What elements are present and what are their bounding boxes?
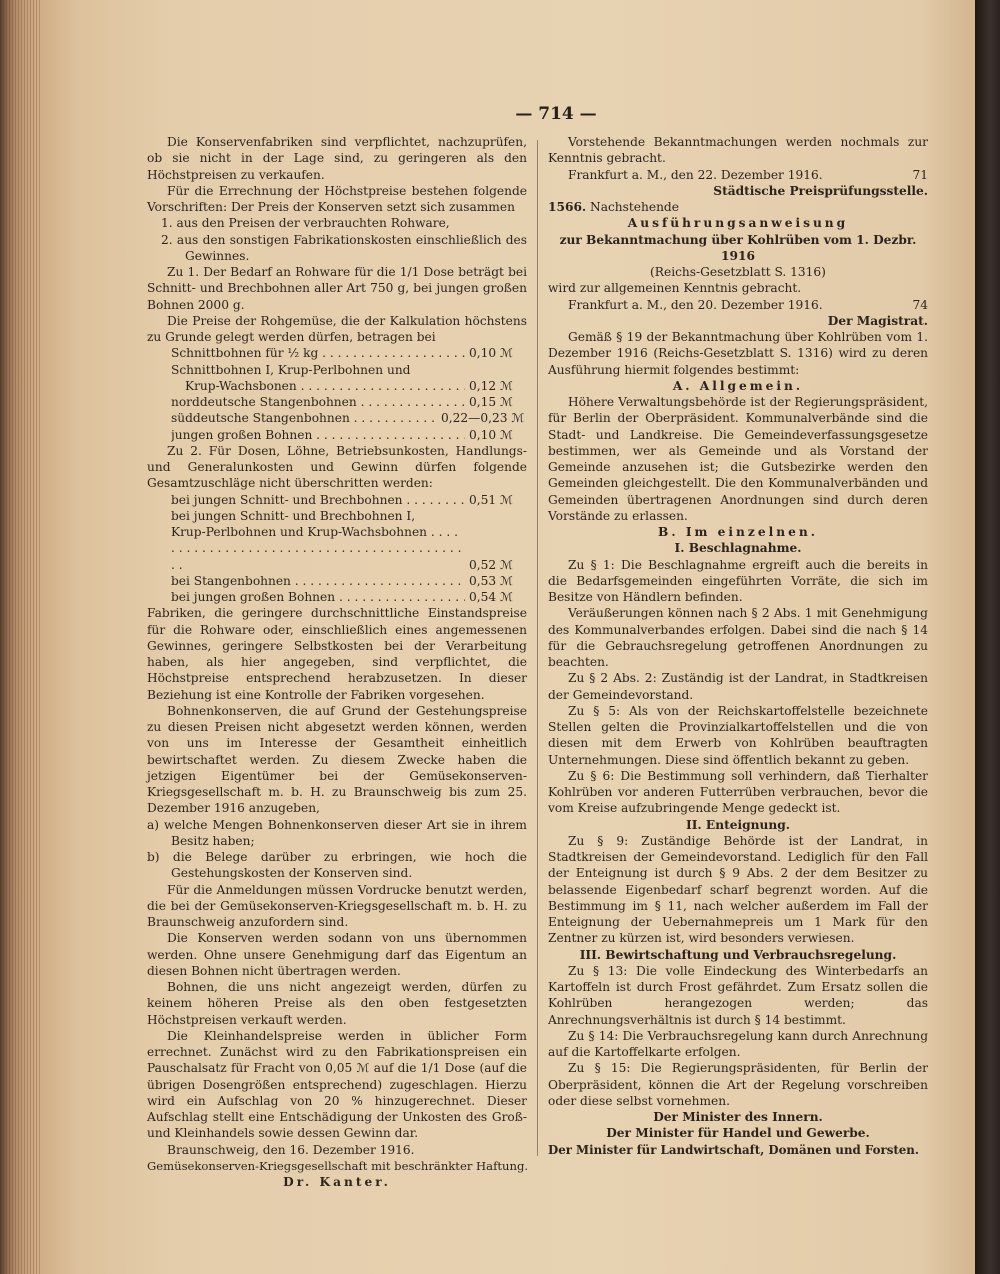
price-value: 0,12 ℳ xyxy=(469,378,514,393)
section-heading: B. Im einzelnen. xyxy=(658,525,818,539)
notice-intro: Nachstehende xyxy=(590,200,679,214)
price-label: bei jungen großen Bohnen . . . xyxy=(171,589,465,605)
paragraph: Fabriken, die geringere durchschnittliche Einstandspreise für die Rohware oder, einschließlich eines angemessenen Gewinnes, geringere Selbstkosten bei der Verarbeitung haben, als hier angegeben, sind verpflichtet, die Höchstpreise entsprechend herabzusetzen. In dieser Beziehung ist eine Kontrolle der Fabriken vorgesehen. xyxy=(147,606,527,702)
price-value: 0,10 ℳ xyxy=(469,346,514,361)
date-text: Frankfurt a. M., den 22. Dezember 1916. xyxy=(568,167,823,182)
price-row xyxy=(147,410,527,426)
price-row xyxy=(147,362,527,378)
price-row xyxy=(147,573,527,589)
price-label: norddeutsche Stangenbohnen . . . xyxy=(171,394,465,410)
price-row xyxy=(147,508,527,524)
notice-source: (Reichs-Gesetzblatt S. 1316) xyxy=(650,265,826,279)
list-item: a) welche Mengen Bohnenkonserven dieser Art sie in ihrem Besitz haben; xyxy=(147,817,527,848)
price-label: bei jungen Schnitt- und Brechbohnen . . . xyxy=(171,492,465,508)
issuer-line: Gemüsekonserven-Kriegsgesellschaft mit beschränkter Haftung. xyxy=(147,1158,529,1173)
section-heading: A. Allgemein. xyxy=(672,378,804,393)
paragraph: Die Kleinhandelspreise werden in üblicher Form errechnet. Zunächst wird zu den Fabrikationspreisen ein Pauschalsatz für Fracht von 0,05 ℳ auf die 1/1 Dose (auf die übrigen Dosengrößen entsprechend) zugeschlagen. Hierzu wird ein Aufschlag von 20 % hinzugerechnet. Dieser Aufschlag stellt eine Entschädigung der Unkosten des Groß- und Kleinhandels sowie dessen Gewinn dar. xyxy=(147,1028,527,1141)
price-row xyxy=(147,345,527,361)
book-spine xyxy=(0,0,40,1274)
subsection-heading: II. Enteignung. xyxy=(686,817,790,832)
list-item: 2. aus den sonstigen Fabrikationskosten einschließlich des Gewinnes. xyxy=(161,232,527,263)
price-label: jungen großen Bohnen . . . xyxy=(171,427,465,443)
paragraph: Höhere Verwaltungsbehörde ist der Regierungspräsident, für Berlin der Oberpräsident. Kommunalverbände sind die Stadt- und Landkreise. Die Gemeindeverfassungsgesetze bestimmen, wer als Gemeinde und als Vorstand der Gemeinde anzusehen ist; die Gutsbezirke werden den Gemeinden gleichgestellt. Die den Kommunalverbänden und Gemeinden übertragenen Anordnungen sind durch deren Vorstände zu erlassen. xyxy=(548,395,928,523)
price-value: 0,52 ℳ xyxy=(469,557,514,572)
paragraph: Vorstehende Bekanntmachungen werden nochmals zur Kenntnis gebracht. xyxy=(548,135,928,166)
price-label: Krup-Wachsbonen . . . xyxy=(185,378,465,394)
paragraph: Gemäß § 19 der Bekanntmachung über Kohlrüben vom 1. Dezember 1916 (Reichs-Gesetzblatt S. 1316) wird zu deren Ausführung hiermit folgendes bestimmt: xyxy=(548,330,928,377)
price-value: 0,22—0,23 ℳ xyxy=(441,411,525,426)
paragraph: Zu § 5: Als von der Reichskartoffelstelle bezeichnete Stellen gelten die Provinzialkartoffelstellen und die von diesen mit dem Erwerb von Kohlrüben beauftragten Unternehmungen. Diese sind öffentlich bekannt zu geben. xyxy=(548,703,928,767)
price-label: Schnittbohnen für ½ kg . . . xyxy=(171,345,465,361)
paragraph: Für die Anmeldungen müssen Vordrucke benutzt werden, die bei der Gemüsekonserven-Kriegsgesellschaft m. b. H. zu Braunschweig anzufordern sind. xyxy=(147,882,527,929)
subsection-heading: I. Beschlagnahme. xyxy=(674,541,802,556)
right-column xyxy=(548,134,928,1158)
price-label: Krup-Perlbohnen und Krup-Wachsbohnen . . . xyxy=(171,524,465,573)
price-table-raw xyxy=(147,345,527,443)
price-table-surcharges xyxy=(147,492,527,606)
signature-line: Der Minister für Landwirtschaft, Domänen und Forsten. xyxy=(548,1142,919,1157)
paragraph: Bohnenkonserven, die auf Grund der Gestehungspreise zu diesen Preisen nicht abgesetzt werden können, werden von uns im Interesse der Gesamtheit einheitlich bewirtschaftet werden. Zu diesem Zwecke haben die jetzigen Eigentümer bei der Gemüsekonserven-Kriegsgesellschaft m. b. H. zu Braunschweig bis zum 25. Dezember 1916 anzugeben, xyxy=(147,703,527,816)
column-divider xyxy=(537,140,538,1156)
left-column xyxy=(147,134,527,1190)
subsection-heading: III. Bewirtschaftung und Verbrauchsregelung. xyxy=(579,947,897,962)
reference-number: 71 xyxy=(912,167,928,182)
reference-number: 74 xyxy=(912,297,928,312)
date-line xyxy=(548,167,928,183)
paragraph: Zu § 15: Die Regierungspräsidenten, für Berlin der Oberpräsident, können die Art der Regelung vorschreiben oder diese selbst vornehmen. xyxy=(548,1061,928,1108)
paragraph: Die Preise der Rohgemüse, die der Kalkulation höchstens zu Grunde gelegt werden dürfen, betragen bei xyxy=(147,313,527,344)
signature-name: Dr. Kanter. xyxy=(283,1175,391,1189)
signature-line: Der Minister für Handel und Gewerbe. xyxy=(606,1126,870,1141)
price-row xyxy=(147,524,527,573)
paragraph: Die Konserven werden sodann von uns übernommen werden. Ohne unsere Genehmigung darf das Eigentum an diesen Bohnen nicht übertragen werden. xyxy=(147,931,527,978)
list-item: 1. aus den Preisen der verbrauchten Rohware, xyxy=(161,216,450,231)
price-value: 0,15 ℳ xyxy=(469,395,514,409)
paragraph: Zu § 9: Zuständige Behörde ist der Landrat, in Stadtkreisen der Gemeindevorstand. Lediglich für den Fall der Enteignung ist durch § 9 Abs. 2 der dem Besitzer zu belassende Eigenbedarf scharf begrenzt worden. Auf die Bestimmung im § 11, nach welcher außerdem im Fall der Enteignung der Uebernahmepreis um 1 Mark für den Zentner zu kürzen ist, wird besonders verwiesen. xyxy=(548,833,928,946)
page-number: — 714 — xyxy=(515,104,597,124)
paragraph: Zu § 1: Die Beschlagnahme ergreift auch die bereits in die Bedarfsgemeinden eingeführten Vorräte, die sich im Besitze von Händlern befinden. xyxy=(548,557,928,604)
price-label: bei Stangenbohnen . . . xyxy=(171,573,465,589)
notice-subtitle: zur Bekanntmachung über Kohlrüben vom 1. Dezbr. 1916 xyxy=(559,232,917,263)
price-row xyxy=(147,378,527,394)
price-label: süddeutsche Stangenbohnen . . . xyxy=(171,410,437,426)
paragraph: Zu § 6: Die Bestimmung soll verhindern, daß Tierhalter Kohlrüben vor anderen Futterrüben verbrauchen, bevor die vom Kreise aufzubringende Menge gedeckt ist. xyxy=(548,768,928,816)
paragraph: Die Konservenfabriken sind verpflichtet, nachzuprüfen, ob sie nicht in der Lage sind, zu geringeren als den Höchstpreisen zu verkaufen. xyxy=(147,135,527,182)
date-line xyxy=(548,297,928,313)
price-row xyxy=(147,394,527,410)
list-item: b) die Belege darüber zu erbringen, wie hoch die Gestehungskosten der Konserven sind. xyxy=(147,850,527,881)
paragraph: Zu § 2 Abs. 2: Zuständig ist der Landrat, in Stadtkreisen der Gemeindevorstand. xyxy=(548,671,928,702)
date-line: Braunschweig, den 16. Dezember 1916. xyxy=(167,1142,415,1157)
price-label: bei jungen Schnitt- und Brechbohnen I, xyxy=(171,508,416,523)
price-value: 0,10 ℳ xyxy=(469,427,514,442)
issuer-line: Städtische Preisprüfungsstelle. xyxy=(713,183,928,198)
paragraph: Veräußerungen können nach § 2 Abs. 1 mit Genehmigung des Kommunalverbandes erfolgen. Dabei sind die nach § 14 für die Gebrauchsregelung getroffenen Anordnungen zu beachten. xyxy=(548,606,928,669)
page-edge-shadow xyxy=(975,0,1000,1274)
price-value: 0,51 ℳ xyxy=(469,492,514,507)
price-row xyxy=(147,492,527,508)
notice-header xyxy=(548,199,928,215)
issuer-line: Der Magistrat. xyxy=(827,313,928,328)
notice-subtitle-2: wird zur allgemeinen Kenntnis gebracht. xyxy=(548,281,802,296)
paragraph: Zu 1. Der Bedarf an Rohware für die 1/1 Dose beträgt bei Schnitt- und Brechbohnen aller Art 750 g, bei jungen großen Bohnen 2000 g. xyxy=(147,265,527,312)
price-row xyxy=(147,427,527,443)
paragraph: Zu § 14: Die Verbrauchsregelung kann durch Anrechnung auf die Kartoffelkarte erfolgen. xyxy=(548,1028,928,1059)
notice-title: Ausführungsanweisung xyxy=(627,216,849,231)
paragraph: Zu 2. Für Dosen, Löhne, Betriebsunkosten, Handlungs- und Generalunkosten und Gewinn dürfen folgende Gesamtzuschläge nicht überschritten werden: xyxy=(147,443,527,491)
price-label: Schnittbohnen I, Krup-Perlbohnen und xyxy=(171,362,411,377)
price-row xyxy=(147,589,527,605)
paragraph: Für die Errechnung der Höchstpreise bestehen folgende Vorschriften: Der Preis der Konserven setzt sich zusammen xyxy=(147,183,527,214)
paragraph: Bohnen, die uns nicht angezeigt werden, dürfen zu keinem höheren Preise als den oben festgesetzten Höchstpreisen verkauft werden. xyxy=(147,980,527,1027)
price-value: 0,53 ℳ xyxy=(469,573,514,588)
paragraph: Zu § 13: Die volle Eindeckung des Winterbedarfs an Kartoffeln ist durch Frost gefährdet. Zum Ersatz sollen die Kohlrüben herangezogen werden; das Anrechnungsverhältnis ist durch § 14 bestimmt. xyxy=(548,963,928,1027)
signature-line: Der Minister des Innern. xyxy=(653,1110,823,1124)
notice-number: 1566. xyxy=(548,200,587,214)
date-text: Frankfurt a. M., den 20. Dezember 1916. xyxy=(568,297,823,312)
price-value: 0,54 ℳ xyxy=(469,590,514,604)
